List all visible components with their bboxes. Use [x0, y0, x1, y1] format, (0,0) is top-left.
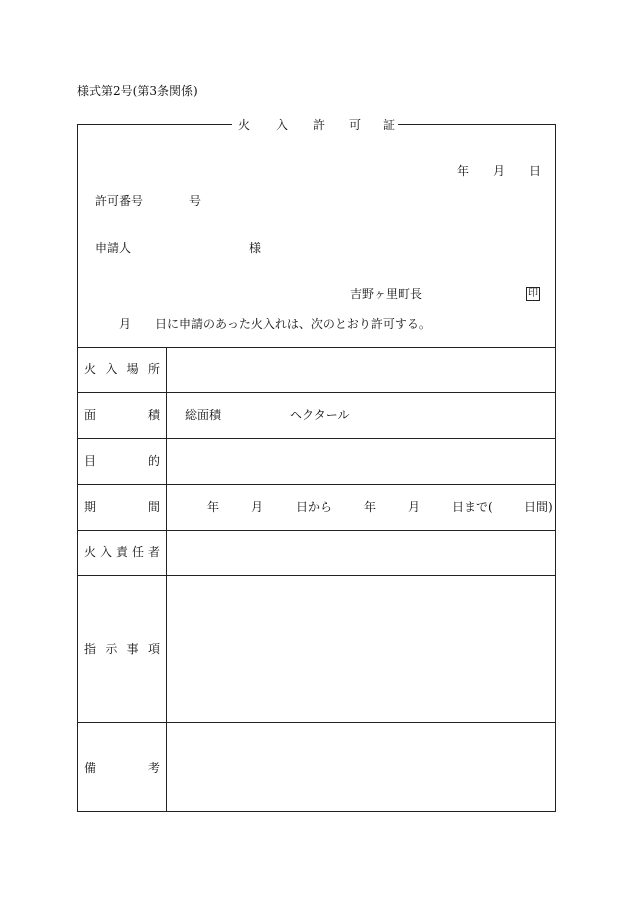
- location-label: 火 入 場 所: [84, 362, 160, 376]
- period-from-month: 月: [251, 500, 264, 514]
- row-divider: [77, 347, 556, 348]
- issuer-name: 吉野ヶ里町長: [350, 287, 423, 301]
- period-label: 期 間: [84, 500, 160, 514]
- date-month: 月: [493, 164, 506, 178]
- form-number: 様式第2号(第3条関係): [77, 84, 198, 98]
- row-divider: [77, 484, 556, 485]
- statement-month: 月: [119, 317, 132, 331]
- row-divider: [77, 392, 556, 393]
- purpose-label: 目 的: [84, 454, 160, 468]
- row-divider: [77, 530, 556, 531]
- remarks-label: 備 考: [84, 761, 160, 775]
- applicant-honorific: 様: [249, 241, 262, 255]
- period-days: 日間): [524, 500, 553, 514]
- applicant-label: 申請人: [95, 241, 132, 255]
- permit-form: [77, 124, 556, 812]
- period-to-month: 月: [408, 500, 421, 514]
- title-char-3: 許: [313, 118, 326, 132]
- area-unit: ヘクタール: [290, 408, 350, 422]
- area-label: 面 積: [84, 408, 160, 422]
- total-area-label: 総面積: [185, 408, 222, 422]
- responsible-label: 火 入 責 任 者: [84, 545, 160, 559]
- instructions-label: 指 示 事 項: [84, 642, 160, 656]
- title-char-1: 火: [238, 118, 251, 132]
- title-char-2: 入: [276, 118, 289, 132]
- title-char-4: 可: [349, 118, 362, 132]
- title-char-5: 証: [383, 118, 396, 132]
- statement-text: 日に申請のあった火入れは、次のとおり許可する。: [155, 317, 431, 331]
- period-to-day: 日まで(: [452, 500, 493, 514]
- permit-number-suffix: 号: [189, 194, 202, 208]
- row-divider: [77, 575, 556, 576]
- period-to-year: 年: [364, 500, 377, 514]
- permit-number-label: 許可番号: [95, 194, 144, 208]
- row-divider: [77, 722, 556, 723]
- date-year: 年: [457, 164, 470, 178]
- period-from-year: 年: [207, 500, 220, 514]
- date-day: 日: [529, 164, 542, 178]
- period-from-day: 日から: [296, 500, 333, 514]
- seal-mark: 印: [528, 288, 538, 299]
- column-divider: [166, 347, 167, 812]
- row-divider: [77, 438, 556, 439]
